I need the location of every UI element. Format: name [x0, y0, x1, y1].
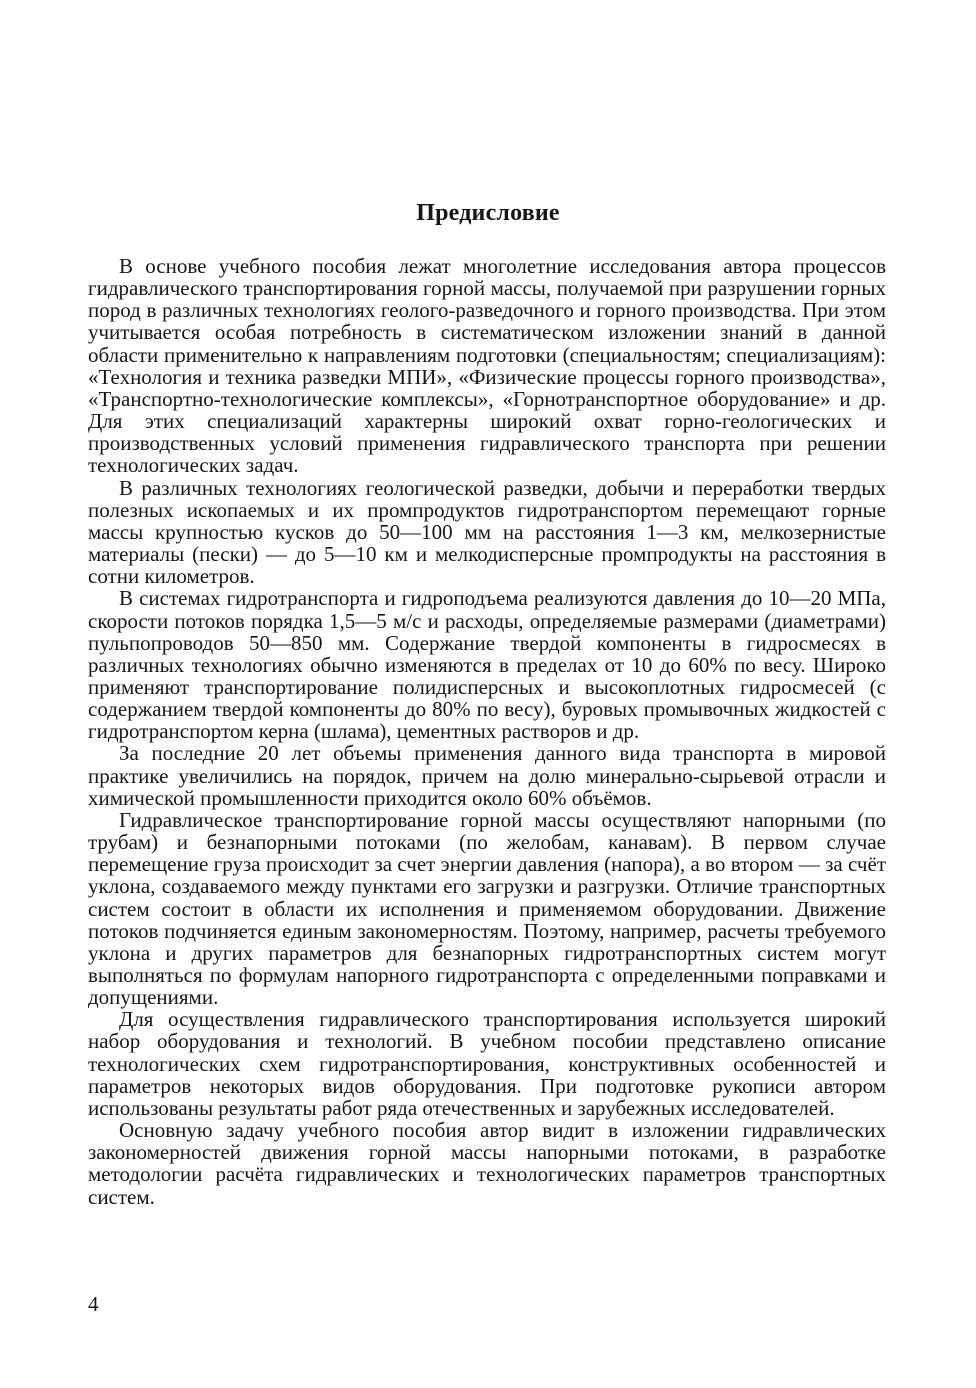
paragraph: За последние 20 лет объемы применения данного вида транспорта в мировой практике увеличились на порядок, причем на долю минерально-сырьевой отрасли и химической промышленности приходится около 60% объёмов. [88, 741, 886, 810]
page-number: 4 [88, 1292, 99, 1316]
page-title: Предисловие [416, 200, 560, 227]
paragraph: В основе учебного пособия лежат многолетние исследования автора процессов гидравлического транспортирования горной массы, получаемой при разрушении горных пород в различных технологиях геолого-разведочного и горного производства. При этом учитывается особая потребность в систематическом изложении знаний в данной области применительно к направлениям подготовки (специальностям; специализациям): «Технология и техника разведки МПИ», «Физические процессы горного производства», «Транспортно-технологические комплексы», «Горнотранспортное оборудование» и др. Для этих специализаций характерны широкий охват горно-геологических и производственных условий применения гидравлического транспорта при решении технологических задач. [88, 254, 886, 478]
paragraph: В различных технологиях геологической разведки, добычи и переработки твердых полезных ископаемых и их промпродуктов гидротранспортом перемещают горные массы крупностью кусков до 50—100 мм на расстояния 1—3 км, мелкозернистые материалы (пески) — до 5—10 км и мелкодисперсные промпродукты на расстояния в сотни километров. [88, 475, 886, 589]
paragraph: В системах гидротранспорта и гидроподъема реализуются давления до 10—20 МПа, скорости потоков порядка 1,5—5 м/с и расходы, определяемые размерами (диаметрами) пульпопроводов 50—850 мм. Содержание твердой компоненты в гидросмесях в различных технологиях обычно изменяются в пределах от 10 до 60% по весу. Широко применяют транспортирование полидисперсных и высокоплотных гидросмесей (с содержанием твердой компоненты до 80% по весу), буровых промывочных жидкостей с гидротранспортом керна (шлама), цементных растворов и др. [88, 586, 886, 744]
paragraph: Гидравлическое транспортирование горной массы осуществляют напорными (по трубам) и безнапорными потоками (по желобам, канавам). В первом случае перемещение груза происходит за счет энергии давления (напора), а во втором — за счёт уклона, создаваемого между пунктами его загрузки и разгрузки. Отличие транспортных систем состоит в области их исполнения и применяемом оборудовании. Движение потоков подчиняется единым закономерностям. Поэтому, например, расчеты требуемого уклона и других параметров для безнапорных гидротранспортных систем могут выполняться по формулам напорного гидротранспорта с определенными поправками и допущениями. [88, 807, 886, 1010]
paragraph: Основную задачу учебного пособия автор видит в изложении гидравлических закономерностей движения горной массы напорными потоками, в разработке методологии расчёта гидравлических и технологических параметров транспортных систем. [88, 1118, 886, 1209]
preface-body [88, 255, 886, 1208]
paragraph: Для осуществления гидравлического транспортирования используется широкий набор оборудования и технологий. В учебном пособии представлено описание технологических схем гидротранспортирования, конструктивных особенностей и параметров некоторых видов оборудования. При подготовке рукописи автором использованы результаты работ ряда отечественных и зарубежных исследователей. [88, 1007, 886, 1120]
